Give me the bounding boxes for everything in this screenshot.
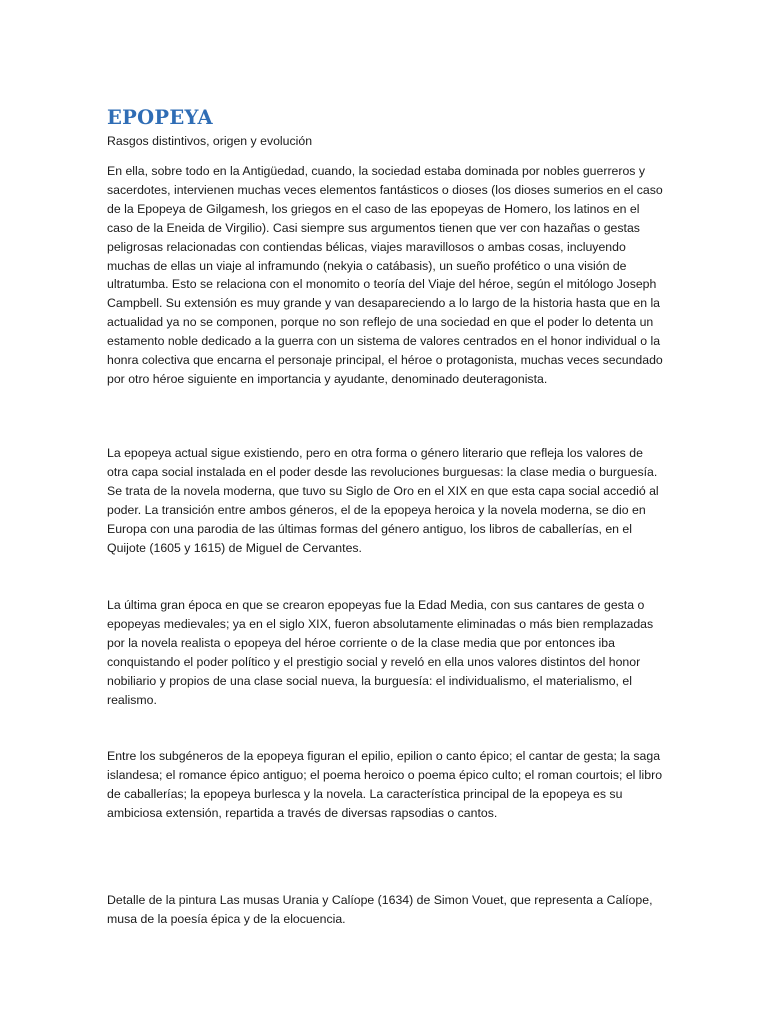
paragraph-antiguedad: En ella, sobre todo en la Antigüedad, cuando, la sociedad estaba dominada por nobles guerreros y sacerdotes, intervienen muchas veces elementos fantásticos o dioses (los dioses sumerios en el caso de la Epopeya de Gilgamesh, los griegos en el caso de las epopeyas de Homero, los latinos en el caso de la Eneida de Virgilio). Casi siempre sus argumentos tienen que ver con hazañas o gestas peligrosas relacionadas con contiendas bélicas, viajes maravillosos o ambas cosas, incluyendo muchas de ellas un viaje al inframundo (nekyia o catábasis), un sueño profético o una visión de ultratumba. Esto se relaciona con el monomito o teoría del Viaje del héroe, según el mitólogo Joseph Campbell. Su extensión es muy grande y van desapareciendo a lo largo de la historia hasta que en la actualidad ya no se componen, porque no son reflejo de una sociedad en que el poder lo detenta un estamento noble dedicado a la guerra con un sistema de valores centrados en el honor individual o la honra colectiva que encarna el personaje principal, el héroe o protagonista, muchas veces secundado por otro héroe siguiente en importancia y ayudante, denominado deuteragonista. bbox=[107, 164, 663, 386]
document-body bbox=[107, 104, 663, 926]
paragraph-epopeya-actual: La epopeya actual sigue existiendo, pero en otra forma o género literario que refleja los valores de otra capa social instalada en el poder desde las revoluciones burguesas: la clase media o burguesía. Se trata de la novela moderna, que tuvo su Siglo de Oro en el XIX en que esta capa social accedió al poder. La transición entre ambos géneros, el de la epopeya heroica y la novela moderna, se dio en Europa con una parodia de las últimas formas del género antiguo, los libros de caballerías, en el Quijote (1605 y 1615) de Miguel de Cervantes. bbox=[107, 446, 659, 555]
paragraph-subgeneros: Entre los subgéneros de la epopeya figuran el epilio, epilion o canto épico; el cantar de gesta; la saga islandesa; el romance épico antiguo; el poema heroico o poema épico culto; el roman courtois; el libro de caballerías; la epopeya burlesca y la novela. La característica principal de la epopeya es su ambiciosa extensión, repartida a través de diversas rapsodias o cantos. bbox=[107, 749, 663, 820]
document-subtitle: Rasgos distintivos, origen y evolución bbox=[107, 134, 313, 148]
paragraph-edad-media: La última gran época en que se crearon epopeyas fue la Edad Media, con sus cantares de gesta o epopeyas medievales; ya en el siglo XIX, fueron absolutamente eliminadas o más bien remplazadas por la novela realista o epopeya del héroe corriente o de la clase media que por entonces iba conquistando el poder político y el prestigio social y reveló en ella unos valores distintos del honor nobiliario y propios de una clase social nueva, la burguesía: el individualismo, el materialismo, el realismo. bbox=[107, 598, 654, 707]
paragraph-pintura-caliope: Detalle de la pintura Las musas Urania y Calíope (1634) de Simon Vouet, que representa a Calíope, musa de la poesía épica y de la elocuencia. bbox=[107, 893, 653, 926]
document-title: EPOPEYA bbox=[107, 106, 213, 129]
